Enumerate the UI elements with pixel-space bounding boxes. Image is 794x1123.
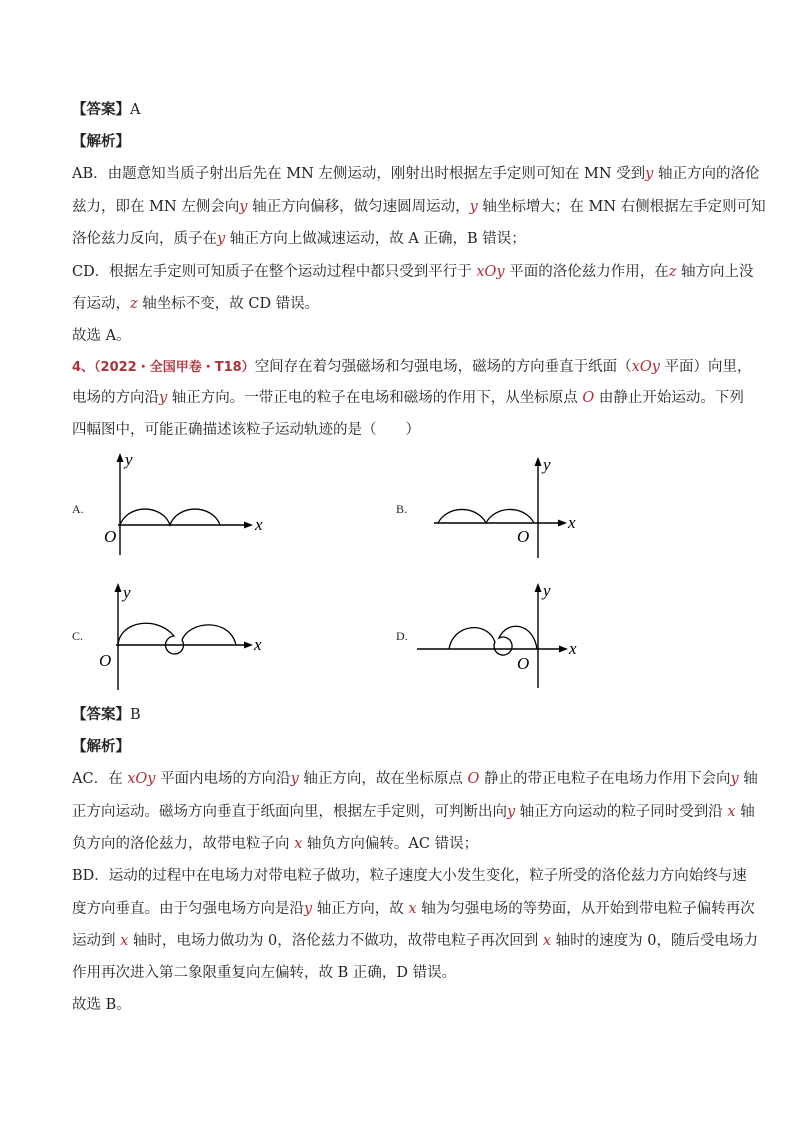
q4-ac-var: x [294,836,303,852]
q3-ab-var: y [239,199,248,215]
q3-answer-line [72,100,140,120]
option-c-letter: C. [72,629,84,643]
q4-ac-text: 轴负方向偏转。AC 错误； [302,836,479,852]
q4-ac-var: y [290,771,299,787]
y-axis-label: y [123,583,131,602]
q4-answer-label: 【答案】 [72,706,130,723]
q3-cd-var: z [668,264,677,280]
q3-cd-line-1 [72,262,753,282]
origin-label: O [517,654,530,673]
q4-source: （2022・全国甲卷・T18） [94,360,255,375]
q3-cd-var: z [130,296,138,312]
q3-ab-var: y [645,166,654,182]
q3-cd-var: xOy [476,264,505,280]
q4-bd-text: 轴正方向，故 [312,901,409,917]
q4-bd-text: 度方向垂直。由于匀强电场方向是沿 [72,901,304,917]
q3-ab-text: 兹力，即在 MN 左侧会向 [72,199,240,215]
q3-cd-line-2 [72,294,319,314]
q4-bd-text: 运动到 [72,933,121,949]
q4-ac-text: 静止的带正电粒子在电场力作用下会向 [479,771,731,787]
q4-bd-line-2 [72,899,755,919]
q4-number: 4、 [72,360,95,375]
q4-ac-text: 轴 [738,771,758,787]
q3-ab-text: 轴坐标增大；在 MN 右侧根据左手定则可知 [477,199,766,215]
q3-cd-text: 平面的洛伦兹力作用，在 [504,264,669,280]
option-d-diagram [415,576,600,691]
q4-ac-line-2 [72,802,755,822]
q4-bd-var: x [408,901,417,917]
q4-stem-var: O [582,390,595,406]
q4-analysis-label [72,737,130,757]
q4-conclusion [72,995,131,1015]
q4-stem-line-1 [72,357,752,378]
q4-ac-var: y [507,804,516,820]
q4-ac-var: O [467,771,480,787]
q4-stem-var: xOy [631,359,660,375]
q3-ab-var: y [217,231,226,247]
q4-answer-value: B [130,707,141,723]
origin-label: O [104,527,117,546]
q3-analysis-label-text: 【解析】 [72,133,130,150]
q4-stem-line-3 [72,420,420,440]
q4-ac-text: 轴正方向运动的粒子同时受到沿 [515,804,728,820]
q3-cd-text: 轴坐标不变，故 CD 错误。 [137,296,320,312]
option-a-diagram [90,450,280,560]
q4-bd-text: 轴时，电场力做功为 0，洛伦兹力不做功，故带电粒子再次回到 [128,933,543,949]
y-axis-label: y [125,450,133,469]
x-axis-arrow-icon [244,522,253,529]
q3-ab-text: 轴正方向的洛伦 [653,166,760,182]
q3-ab-text: AB．由题意知当质子射出后先在 MN 左侧运动，刚射出时根据左手定则可知在 MN 受到 [72,166,646,182]
q4-answer-line [72,705,141,725]
q4-ac-line-1 [72,769,758,789]
q4-stem-var: y [159,390,168,406]
q4-stem-text: 电场的方向沿 [72,390,159,406]
option-a-letter: A. [72,502,84,516]
trajectory-curve [118,623,236,654]
option-b-diagram [420,450,600,560]
origin-label: O [517,527,530,546]
q3-ab-var: y [469,199,478,215]
q4-bd-var: x [120,933,129,949]
x-axis-arrow-icon [558,520,567,527]
trajectory-curve [449,626,537,655]
q3-cd-text: 轴方向上没 [676,264,754,280]
q4-ac-text: 负方向的洛伦兹力，故带电粒子向 [72,836,295,852]
q4-ac-var: y [730,771,739,787]
y-axis-label: y [543,455,551,474]
q3-answer-value: A [130,102,141,118]
y-axis-arrow-icon [535,457,542,466]
q4-bd-var: y [304,901,313,917]
q3-answer-label: 【答案】 [72,101,130,118]
q4-ac-text: 轴 [735,804,755,820]
q4-ac-text: 平面内电场的方向沿 [155,771,291,787]
q4-stem-line-2 [72,388,744,408]
x-axis-label: x [569,639,577,658]
q4-analysis-label-text: 【解析】 [72,738,130,755]
q3-ab-line-2 [72,197,766,217]
x-axis-label: x [255,515,263,534]
x-axis-arrow-icon [244,642,253,649]
q4-stem-text: 空间存在着匀强磁场和匀强电场，磁场的方向垂直于纸面（ [254,359,632,375]
q4-ac-text: AC．在 [72,771,128,787]
q3-conclusion [72,326,131,346]
y-axis-arrow-icon [115,583,122,592]
q4-stem-text: 由静止开始运动。下列 [594,390,744,406]
q3-ab-line-3 [72,229,526,249]
q4-ac-var: xOy [127,771,156,787]
option-d-letter: D. [396,629,408,643]
q4-ac-var: x [727,804,736,820]
q3-ab-text: 轴正方向上做减速运动，故 A 正确，B 错误； [225,231,526,247]
origin-label: O [99,651,112,670]
q3-ab-text: 洛伦兹力反向，质子在 [72,231,217,247]
q4-bd-line-3 [72,931,758,951]
option-b-letter: B. [396,502,408,516]
q4-bd-text: 轴时的速度为 0，随后受电场力 [551,933,758,949]
q3-analysis-label [72,132,130,152]
q3-conclusion-text: 故选 A。 [72,328,131,344]
q4-ac-text: 轴正方向，故在坐标原点 [298,771,468,787]
q3-cd-text: CD．根据左手定则可知质子在整个运动过程中都只受到平行于 [72,264,477,280]
q4-stem-text: 平面）向里， [659,359,752,375]
trajectory-curve [120,509,220,525]
y-axis-arrow-icon [535,583,542,592]
q4-stem-text: 四幅图中，可能正确描述该粒子运动轨迹的是（ ） [72,422,420,438]
q3-ab-line-1 [72,164,759,184]
q3-cd-text: 有运动， [72,296,130,312]
q4-stem-text: 轴正方向。一带正电的粒子在电场和磁场的作用下，从坐标原点 [167,390,583,406]
q4-bd-line-4 [72,963,456,983]
q4-conclusion-text: 故选 B。 [72,997,131,1013]
q4-ac-text: 正方向运动。磁场方向垂直于纸面向里，根据左手定则，可判断出向 [72,804,507,820]
x-axis-arrow-icon [559,646,568,653]
trajectory-curve [438,509,534,523]
q4-bd-text: 轴为匀强电场的等势面，从开始到带电粒子偏转再次 [416,901,755,917]
q4-bd-line-1 [72,866,747,886]
q3-ab-text: 轴正方向偏移，做匀速圆周运动， [247,199,470,215]
y-axis-arrow-icon [117,453,124,462]
x-axis-label: x [568,513,576,532]
y-axis-label: y [543,581,551,600]
q4-ac-line-3 [72,834,478,854]
x-axis-label: x [254,635,262,654]
q4-bd-var: x [542,933,552,949]
q4-bd-text: 作用再次进入第二象限重复向左偏转，故 B 正确，D 错误。 [72,965,457,981]
q4-bd-text: BD．运动的过程中在电场力对带电粒子做功，粒子速度大小发生变化，粒子所受的洛伦兹力方向始终与速 [72,868,747,884]
option-c-diagram [90,578,280,693]
